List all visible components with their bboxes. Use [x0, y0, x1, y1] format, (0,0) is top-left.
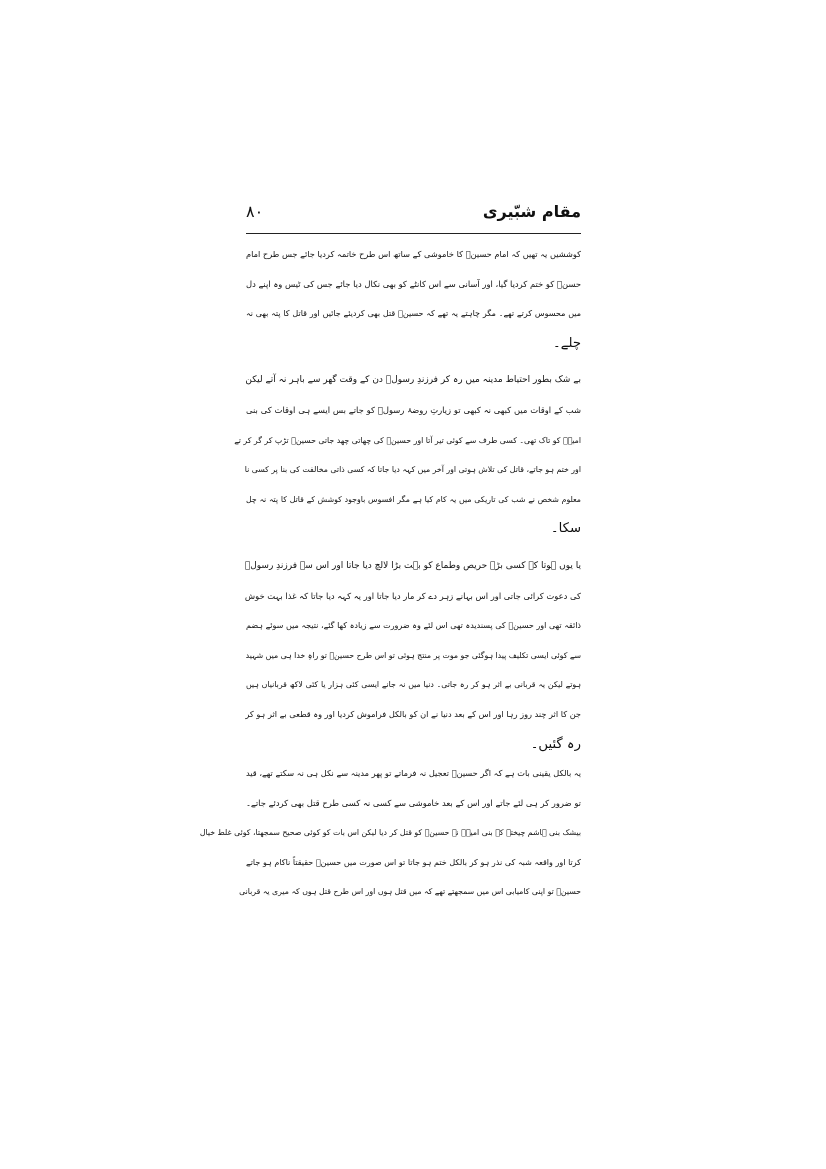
text-line: جن کا اثر چند روز رہا اور اس کے بعد دنیا نے ان کو بالکل فراموش کردیا اور وہ قطعی بے اثر ہو کر: [245, 708, 581, 719]
text-line: حسینؑ تو اپنی کامیابی اس میں سمجھتے تھے کہ میں قتل ہوں اور اس طرح قتل ہوں کہ میری یہ قربانی: [239, 887, 581, 897]
text-line: کوششیں یہ تھیں کہ امام حسینؑ کا خاموشی کے ساتھ اس طرح خاتمہ کردیا جائے جس طرح امام: [246, 249, 581, 259]
text-line: اور ختم ہو جاتے، قاتل کی تلاش ہوتی اور آخر میں کہہ دیا جاتا کہ کسی ذاتی مخالفت کی بنا پر کسی نا: [244, 465, 581, 475]
text-line: تو ضرور کر ہی لئے جاتے اور اس کے بعد خاموشی سے کسی نہ کسی طرح قتل بھی کردئے جاتے۔: [246, 797, 581, 808]
book-title: مقام شبّیری: [482, 202, 581, 221]
text-line: یہ بالکل یقینی بات ہے کہ اگر حسینؑ تعجیل نہ فرماتے تو پھر مدینہ سے نکل ہی نہ سکتے تھے، قید: [246, 768, 581, 779]
text-line: معلوم شخص نے شب کی تاریکی میں یہ کام کیا ہے مگر افسوس باوجود کوشش کے قاتل کا پتہ نہ چل: [246, 494, 581, 504]
text-line: امیہؑ کو تاک تھی۔ کسی طرف سے کوئی تیر آتا اور حسینؑ کی چھاتی چھد جاتی حسینؑ تڑپ کر گر کر تے: [234, 435, 581, 445]
header-rule: [246, 233, 581, 234]
text-line: چلے۔: [553, 335, 581, 351]
text-line: میں محسوس کرتے تھے۔ مگر چاہتے یہ تھے کہ حسینؑ قتل بھی کردیئے جائیں اور قاتل کا پتہ بھی نہ: [246, 309, 581, 319]
text-line: ہوتے لیکن یہ قربانی بے اثر ہو کر رہ جاتی۔ دنیا میں نہ جانے ایسی کئی ہزار یا کئی لاکھ قربانیاں ہیں: [246, 680, 581, 690]
text-line: ذائقہ تھی اور حسینؑ کی پسندیدہ تھی اس لئے وہ ضرورت سے زیادہ کھا گئے، نتیجہ میں سوئے ہضم: [246, 621, 581, 631]
page-number: ۸۰: [246, 202, 264, 221]
text-line: سکا۔: [550, 521, 581, 537]
body-text: [199, 240, 581, 907]
text-line: کی دعوت کرائی جاتی اور اس بہانے زہر دے کر مار دیا جاتا اور یہ کہہ دیا جاتا کہ غذا بہت خوش: [244, 590, 581, 601]
text-line: کرتا اور واقعہ شبہ کی نذر ہو کر بالکل ختم ہو جاتا تو اس صورت میں حسینؑ حقیقتاً ناکام ہو جاتے: [246, 857, 581, 867]
text-line: حسنؑ کو ختم کردیا گیا، اور آسانی سے اس کانٹے کو بھی نکال دیا جائے جس کی ٹیس وہ اپنے دل: [246, 278, 581, 289]
text-line: سے کوئی ایسی تکلیف پیدا ہوگئی جو موت پر منتج ہوئی تو اس طرح حسینؑ تو راہِ خدا ہی میں شہید: [245, 650, 581, 660]
text-line: شب کے اوقات میں کبھی نہ کبھی تو زیارتِ روضۂ رسولؐ کو جاتے بس ایسے ہی اوقات کی بنی: [246, 404, 581, 415]
text-line: یا یوں ہوتا کہ کسی بڑے حریص وطماع کو بہت بڑا لالچ دیا جاتا اور اس سے فرزندِ رسولؐ: [244, 560, 581, 571]
text-line: بیشک بنی ہاشم چیختے کہ بنی امیہؑ نے حسینؑ کو قتل کر دیا لیکن اس بات کو کوئی صحیح سمجھتا، کوئی غلط خیال: [199, 828, 581, 838]
running-header: [246, 200, 581, 230]
text-line: بے شک بطور احتیاط مدینہ میں رہ کر فرزندِ رسولؐ دن کے وقت گھر سے باہر نہ آتے لیکن: [245, 375, 581, 386]
text-line: رہ گئیں۔: [530, 736, 581, 752]
